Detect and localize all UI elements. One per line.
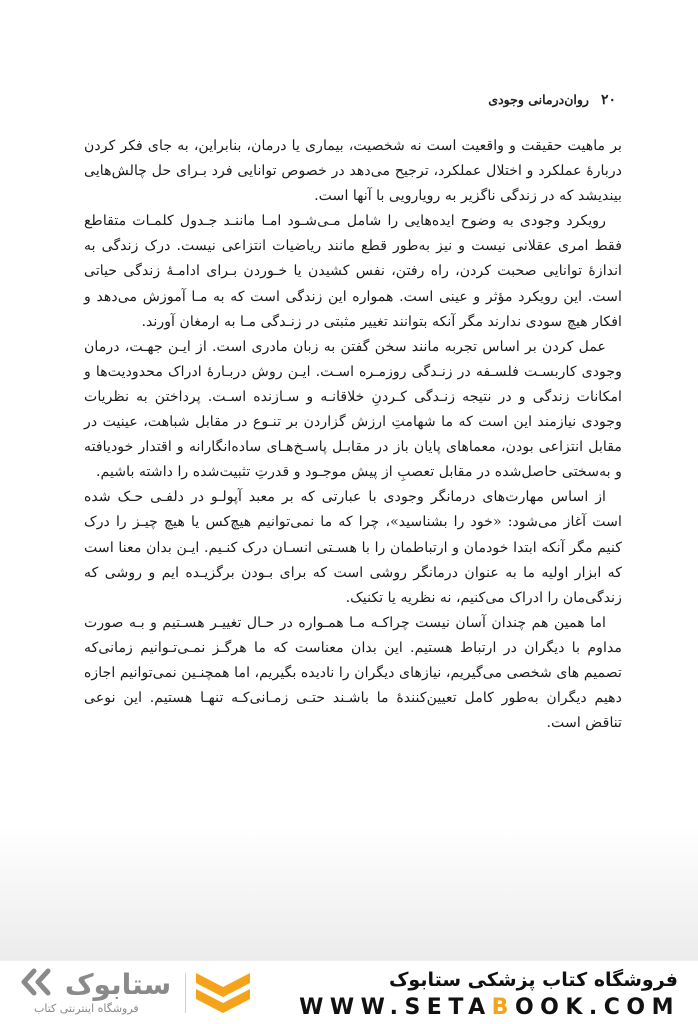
logo-divider (185, 973, 186, 1013)
url-accent-letter: B (491, 995, 515, 1020)
body-text (84, 134, 622, 736)
logo-arrows-icon (24, 971, 48, 993)
store-name: فروشگاه کتاب پزشکی ستابوک (388, 969, 678, 991)
paragraph-2: رویکرد وجودی به وضوح ایده‌هایی را شامل مـی‌شـود امـا ماننـد جـدول کلمـات متقاطع فقط امری عقلانی نیست و نیز به‌طور قطع مانند ریاضیات انتزاعی نیست. درک زندگی به اندازهٔ توانایی صحبت کردن، راه رفتن، نفس کشیدن یا خـوردن بـرای ادامـهٔ زندگی حیاتی است. این رویکرد مؤثر و عینی است. همواره این زندگی است که به مـا آموزش می‌دهد و افکار هیچ سودی ندارند مگر آنکه بتوانند تغییر مثبتی در زنـدگی مـا به ارمغان آورند. (84, 213, 622, 330)
book-chevron-icon (192, 969, 254, 1017)
running-header (488, 92, 616, 108)
logo-tagline: فروشگاه اینترنتی کتاب (34, 1002, 139, 1015)
paragraph-1: بر ماهیت حقیقت و واقعیت است نه شخصیت، بیماری یا درمان، بنابراین، به جای فکر کردن دربارهٔ عملکرد و اختلال عملکرد، ترجیح می‌دهد در خصوص توانایی فرد بـرای حل چالش‌هایی بیندیشد که در زندگی ناگزیر به رویارویی با آنها است. (84, 138, 622, 205)
paragraph-4: از اساس مهارت‌های درمانگر وجودی با عبارتی که بر معبد آپولـو در دلفـی حـک شده است آغاز می‌شود: «خود را بشناسید»، چرا که ما نمی‌توانیم هیچ‌کس یا هیچ چیـز را درک کنیم مگر آنکه ابتدا خودمان و ارتباطمان را با هسـتی انسـان درک کنـیم. ایـن بدان معنا است که ابزار اولیه ما به عنوان درمانگر روشی است که برای بـودن برگزیـده ایم و روشی که زندگی‌مان را ادراک می‌کنیم، نه نظریه یا تکنیک. (84, 489, 622, 606)
store-url[interactable] (299, 995, 680, 1020)
paragraph-3: عمل کردن بر اساس تجربه مانند سخن گفتن به زبان مادری است. از ایـن جهـت، درمان وجودی کاربسـت فلسـفه در زنـدگی روزمـره اسـت. ایـن روش دربـارهٔ ادراک محدودیت‌ها و امکانات زندگی و در نتیجه زنـدگی کـردنِ خلاقانـه و سـازنده اسـت. پرداختن به نظریات وجودی نیازمند این است که ما شهامتِ ارزش گزاردن بر تنـوع در مقابل شباهت، عینیت در مقابل انتزاعی بودن، معماهای پایان باز در مقابـل پاسـخ‌هـای ساده‌انگارانه و اقتدار خودیافته و به‌سختی حاصل‌شده در مقابل تعصبِ از پیش موجـود و قدرتِ تثبیت‌شده را داشته باشیم. (84, 338, 622, 481)
url-part-1: WWW.SETA (299, 995, 492, 1020)
paragraph-5: اما همین هم چندان آسان نیست چراکـه مـا همـواره در حـال تغییـر هسـتیم و بـه صورت مداوم با دیگران در ارتباط هستیم. این بدان معناست که ما هرگـز نمـی‌تـوانیم زمانی‌که تصمیم های شخصی می‌گیریم، نیازهای دیگران را نادیده بگیریم، اما همچنـین نمی‌توانیم اجازه دهیم دیگران به‌طور کامل تعیین‌کنندهٔ ما باشـند حتـی زمـانی‌کـه تنهـا هستیم. این نوعی تناقض است. (84, 614, 622, 732)
store-footer-banner (0, 960, 698, 1024)
page-number: ۲۰ (600, 92, 616, 108)
url-part-3: OOK.COM (514, 995, 680, 1020)
setabook-logo-wordmark (18, 963, 182, 1003)
logo-word-text: ستابوک (64, 968, 172, 1001)
running-title: روان‌درمانی وجودی (488, 92, 589, 107)
